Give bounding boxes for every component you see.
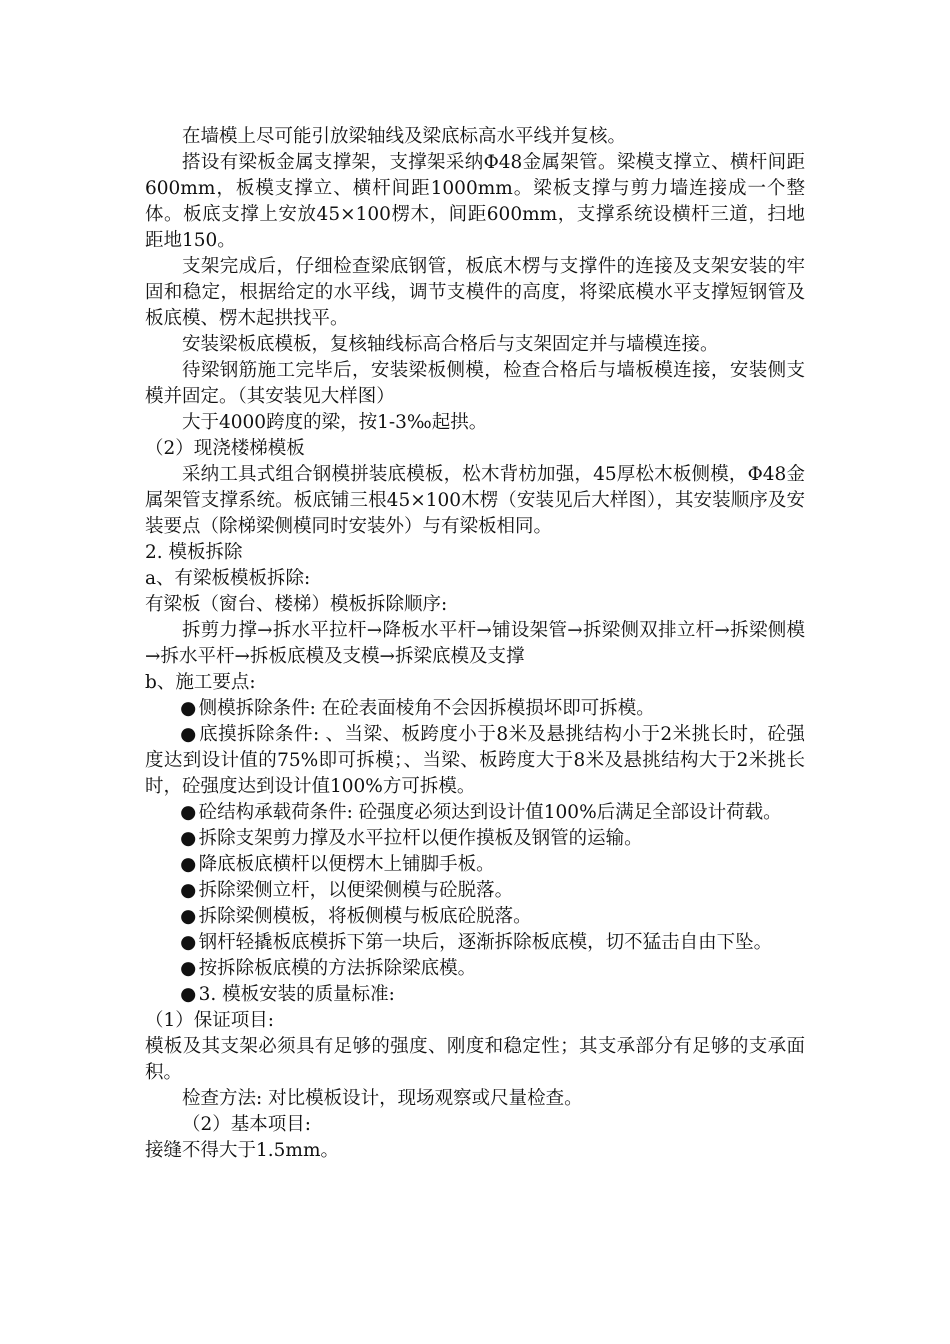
bullet-text: 钢杆轻撬板底模拆下第一块后，逐渐拆除板底模，切不猛击自由下坠。 — [198, 932, 773, 953]
bullet-icon: ● — [180, 880, 197, 901]
section-heading: 2. 模板拆除 — [145, 542, 243, 563]
bullet-item — [145, 956, 805, 982]
document-page — [145, 124, 805, 1164]
paragraph: （2）基本项目: — [182, 1114, 312, 1135]
bullet-text: 拆除支架剪力撑及水平拉杆以便作摸板及钢管的运输。 — [198, 828, 643, 849]
subsection-heading: a、有梁板模板拆除: — [145, 568, 311, 589]
bullet-icon: ● — [180, 984, 197, 1005]
bullet-item — [145, 878, 805, 904]
paragraph: 检查方法: 对比模板设计，现场观察或尺量检查。 — [182, 1088, 583, 1109]
bullet-icon: ● — [180, 724, 197, 745]
bullet-text: 拆除梁侧立杆，以便梁侧模与砼脱落。 — [198, 880, 514, 901]
bullet-item — [145, 930, 805, 956]
bullet-icon: ● — [180, 854, 197, 875]
bullet-text: 3. 模板安装的质量标准: — [198, 984, 395, 1005]
bullet-text: 底摸拆除条件: 、当梁、板跨度小于8米及悬挑结构小于2米挑长时，砼强度达到设计值的75%即可拆模；、当梁、板跨度大于8米及悬挑结构大于2米挑长时，砼强度达到设计值100%方可拆模。 — [145, 724, 805, 797]
bullet-item — [145, 722, 805, 800]
bullet-text: 侧模拆除条件: 在砼表面棱角不会因拆模损坏即可拆模。 — [198, 698, 655, 719]
bullet-item — [145, 696, 805, 722]
bullet-icon: ● — [180, 906, 197, 927]
paragraph: 拆剪力撑→拆水平拉杆→降板水平杆→铺设架管→拆梁侧双排立杆→拆梁侧模→拆水平杆→拆板底模及支模→拆梁底模及支撑 — [145, 620, 805, 667]
section-heading: （1）保证项目: — [145, 1010, 275, 1031]
paragraph: 大于4000跨度的梁，按1-3‰起拱。 — [182, 412, 488, 433]
bullet-text: 砼结构承载荷条件: 砼强度必须达到设计值100%后满足全部设计荷载。 — [198, 802, 782, 823]
paragraph: 安装梁板底模板，复核轴线标高合格后与支架固定并与墙模连接。 — [182, 334, 719, 355]
bullet-text: 拆除梁侧模板，将板侧模与板底砼脱落。 — [198, 906, 532, 927]
bullet-text: 按拆除板底模的方法拆除梁底模。 — [198, 958, 477, 979]
paragraph: 有梁板（窗台、楼梯）模板拆除顺序: — [145, 594, 448, 615]
subsection-heading: 模板及其支架必须具有足够的强度、刚度和稳定性；其支承部分有足够的支承面积。 — [145, 1036, 805, 1083]
paragraph: 采纳工具式组合钢模拼装底模板，松木背枋加强，45厚松木板侧模，Φ48金属架管支撑系统。板底铺三根45×100木楞（安装见后大样图），其安装顺序及安装要点（除梯梁侧模同时安装外）与有梁板相同。 — [145, 464, 805, 537]
bullet-item — [145, 800, 805, 826]
bullet-item — [145, 904, 805, 930]
paragraph: 支架完成后，仔细检查梁底钢管，板底木楞与支撑件的连接及支架安装的牢固和稳定，根据给定的水平线，调节支模件的高度，将梁底模水平支撑短钢管及板底模、楞木起拱找平。 — [145, 256, 805, 329]
subsection-heading: b、施工要点: — [145, 672, 256, 693]
bullet-item — [145, 982, 805, 1008]
paragraph: 在墙模上尽可能引放梁轴线及梁底标高水平线并复核。 — [182, 126, 627, 147]
bullet-icon: ● — [180, 828, 197, 849]
subsection-heading: 接缝不得大于1.5mm。 — [145, 1140, 340, 1161]
bullet-item — [145, 826, 805, 852]
bullet-icon: ● — [180, 932, 197, 953]
bullet-item — [145, 852, 805, 878]
bullet-icon: ● — [180, 698, 197, 719]
paragraph: 待梁钢筋施工完毕后，安装梁板侧模，检查合格后与墙板模连接，安装侧支模并固定。（其安装见大样图） — [145, 360, 805, 407]
paragraph: 搭设有梁板金属支撑架，支撑架采纳Φ48金属架管。梁模支撑立、横杆间距600mm，板模支撑立、横杆间距1000mm。梁板支撑与剪力墙连接成一个整体。板底支撑上安放45×100楞木，间距600mm，支撑系统设横杆三道，扫地距地150。 — [145, 152, 805, 251]
bullet-text: 降底板底横杆以便楞木上铺脚手板。 — [198, 854, 495, 875]
subsection-heading: （2）现浇楼梯模板 — [145, 438, 305, 459]
bullet-icon: ● — [180, 802, 197, 823]
bullet-icon: ● — [180, 958, 197, 979]
